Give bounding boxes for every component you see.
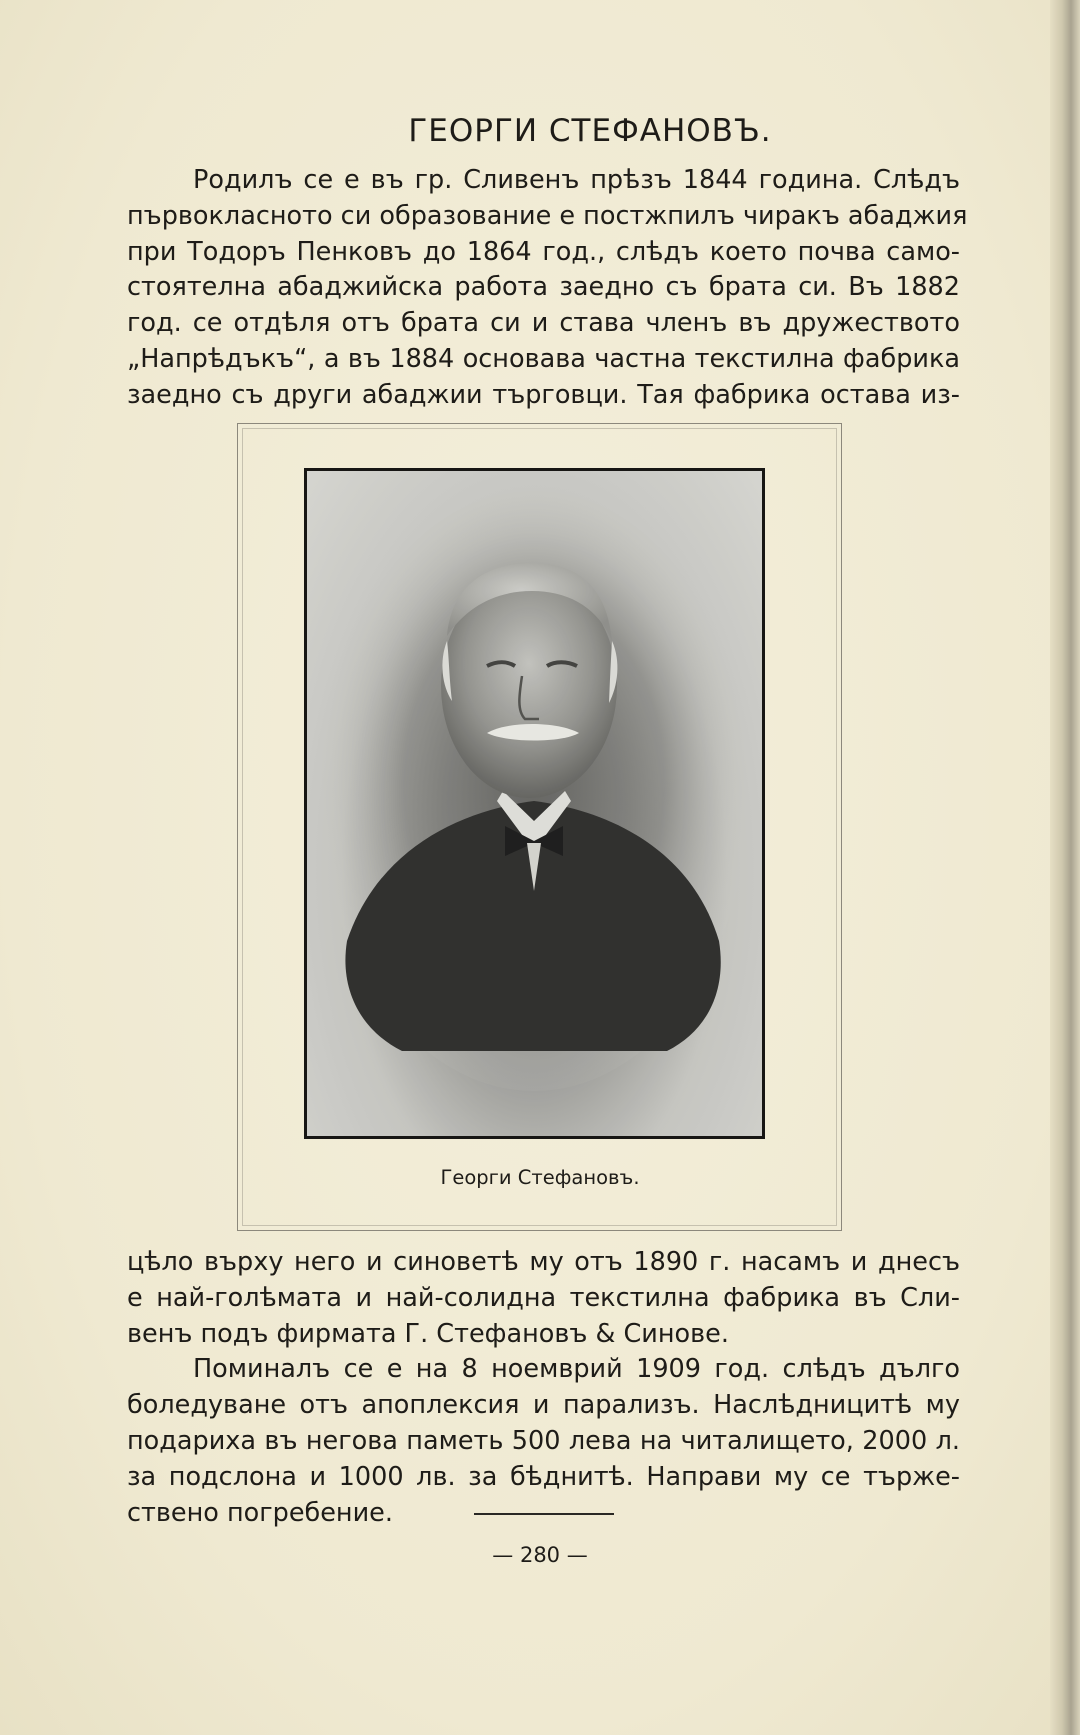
text-line: цѣло върху него и синоветѣ му отъ 1890 г. насамъ и днесъ bbox=[127, 1247, 960, 1277]
page-title-text: ГЕОРГИ СТЕФАНОВЪ. bbox=[408, 113, 772, 149]
portrait-photo bbox=[304, 468, 765, 1139]
text-line: боледуване отъ апоплексия и парализъ. Наслѣдницитѣ му bbox=[127, 1390, 960, 1421]
portrait-caption: Георги Стефановъ. bbox=[440, 1166, 640, 1189]
page-title bbox=[0, 113, 1080, 149]
text-line: год. се отдѣля отъ брата си и става членъ въ дружеството bbox=[127, 308, 960, 339]
text-line: при Тодоръ Пенковъ до 1864 год., слѣдъ което почва само- bbox=[127, 236, 960, 267]
text-line: Родилъ се е въ гр. Сливенъ прѣзъ 1844 година. Слѣдъ bbox=[193, 165, 960, 195]
portrait-illustration bbox=[307, 471, 762, 1136]
text-line: „Напрѣдъкъ“, а въ 1884 основава частна текстилна фабрика bbox=[127, 343, 960, 374]
text-line: ствено погребение. bbox=[127, 1497, 393, 1528]
text-line: подариха въ негова паметь 500 лева на читалището, 2000 л. bbox=[127, 1425, 960, 1456]
text-line: стоятелна абаджийска работа заедно съ брата си. Въ 1882 bbox=[127, 272, 960, 303]
text-line: Поминалъ се е на 8 ноемврий 1909 год. слѣдъ дълго bbox=[193, 1354, 960, 1385]
text-line: за подслона и 1000 лв. за бѣднитѣ. Направи му се търже- bbox=[127, 1461, 960, 1492]
page-binding-edge bbox=[1050, 0, 1080, 1735]
text-line: заедно съ други абаджии търговци. Тая фабрика остава из- bbox=[127, 379, 960, 410]
page-number: — 280 — bbox=[492, 1543, 588, 1567]
end-rule bbox=[474, 1513, 614, 1515]
paragraph-intro bbox=[127, 163, 968, 414]
text-line: венъ подъ фирмата Г. Стефановъ & Синове. bbox=[127, 1318, 729, 1349]
text-line: първокласното си образование е постжпилъ чиракъ абаджия bbox=[127, 200, 968, 231]
text-line: е най-голѣмата и най-солидна текстилна фабрика въ Сли- bbox=[127, 1282, 960, 1313]
paragraph-continuation bbox=[127, 1245, 960, 1531]
